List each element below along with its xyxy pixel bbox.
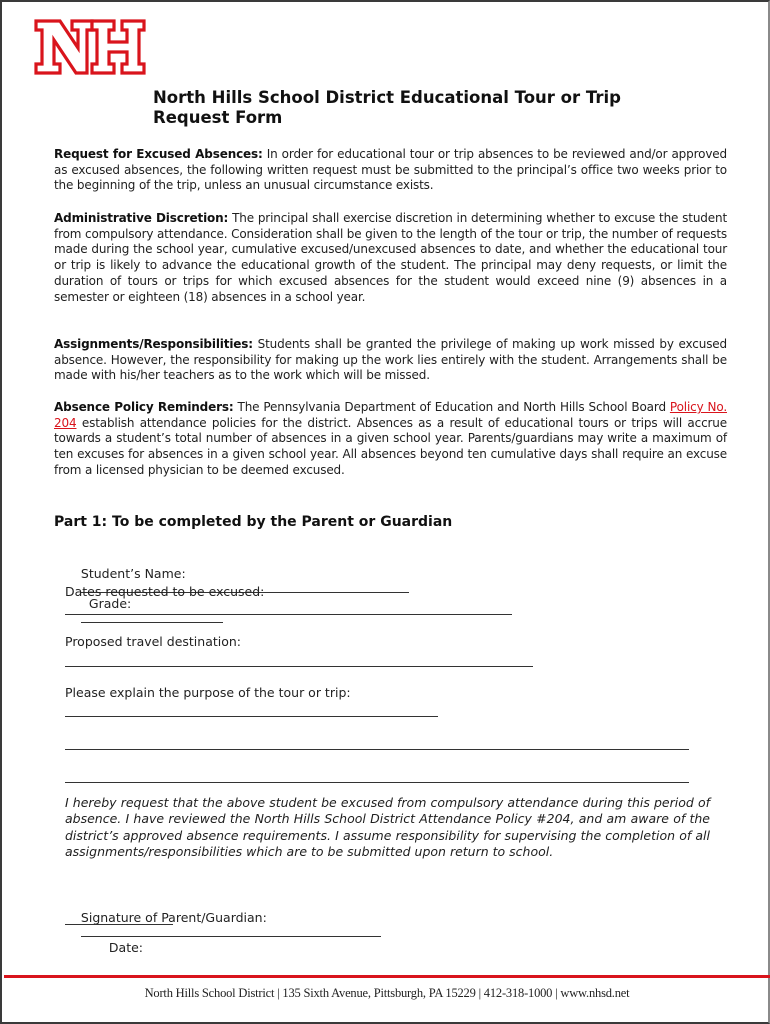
- purpose-label: Please explain the purpose of the tour or trip:: [65, 685, 351, 700]
- purpose-field-line-3[interactable]: [65, 782, 689, 783]
- title-line-2: Request Form: [153, 108, 283, 127]
- section-absence-policy-reminders: [54, 400, 727, 479]
- nh-logo-icon: [34, 18, 146, 76]
- footer-divider: [4, 975, 770, 978]
- section-body-before-link: The Pennsylvania Department of Education and North Hills School Board: [237, 400, 666, 414]
- section-administrative-discretion: [54, 211, 727, 305]
- grade-label: Grade:: [88, 596, 132, 611]
- student-name-label: Student’s Name:: [80, 566, 186, 581]
- dates-label: Dates requested to be excused:: [65, 584, 265, 599]
- signature-label: Signature of Parent/Guardian:: [80, 910, 267, 925]
- purpose-field-line-2[interactable]: [65, 749, 689, 750]
- footer-contact-info: North Hills School District | 135 Sixth Avenue, Pittsburgh, PA 15229 | 412-318-1000 | www.nhsd.net: [144, 986, 630, 1000]
- section-body-after-link: establish attendance policies for the district. Absences as a result of educational tours or trips will accrue towards a student’s total number of absences in a given school year. Parents/guardians may write a maximum of ten excuses for absences in a given school year. All absences beyond ten cumulative days shall require an excuse from a licensed physician to be deemed excused.: [54, 415, 727, 477]
- destination-label: Proposed travel destination:: [65, 634, 242, 649]
- section-body: The principal shall exercise discretion in determining whether to excuse the student from compulsory attendance. Consideration shall be given to the length of the tour or trip, the number of requests made during the school year, cumulative excused/unexcused absences to date, and whether the educational tour or trip is likely to advance the educational growth of the student. The principal may deny requests, or limit the duration of tours or trips for which excused absences for the student would exceed nine (9) absences in a semester or eighteen (18) absences in a school year.: [54, 211, 728, 304]
- policy-204-link[interactable]: Policy No. 204: [54, 400, 727, 430]
- page-title: [153, 88, 673, 128]
- signature-row: [65, 895, 381, 970]
- section-heading: Administrative Discretion:: [54, 211, 229, 225]
- parent-declaration: I hereby request that the above student be excused from compulsory attendance during this period of absence. I have reviewed the North Hills School District Attendance Policy #204, and am aware of the district’s approved absence requirements. I assume responsibility for supervising the completion of all assignments/responsibilities which are to be submitted upon return to school.: [65, 795, 710, 859]
- dates-field[interactable]: [65, 614, 512, 615]
- title-line-1: North Hills School District Educational Tour or Trip: [153, 88, 621, 107]
- signature-field[interactable]: [81, 935, 381, 937]
- destination-field[interactable]: [65, 666, 533, 667]
- section-heading: Absence Policy Reminders:: [54, 400, 234, 414]
- section-body: Students shall be granted the privilege of making up work missed by excused absence. However, the responsibility for making up the work lies entirely with the student. Arrangements shall be made with his/her teachers as to the work which will be missed.: [54, 337, 727, 383]
- part1-heading: Part 1: To be completed by the Parent or Guardian: [54, 514, 453, 530]
- purpose-field-line-1[interactable]: [65, 716, 438, 717]
- section-assignments-responsibilities: [54, 337, 727, 384]
- section-heading: Assignments/Responsibilities:: [54, 337, 253, 351]
- date-field[interactable]: [65, 924, 173, 925]
- date-label: Date:: [108, 940, 143, 955]
- section-heading: Request for Excused Absences:: [54, 147, 263, 161]
- section-body: In order for educational tour or trip absences to be reviewed and/or approved as excused absences, the following written request must be submitted to the principal’s office two weeks prior to the beginning of the trip, unless an unusual circumstance exists.: [54, 147, 727, 193]
- grade-field[interactable]: [81, 621, 223, 623]
- section-request-for-excused-absences: [54, 147, 727, 194]
